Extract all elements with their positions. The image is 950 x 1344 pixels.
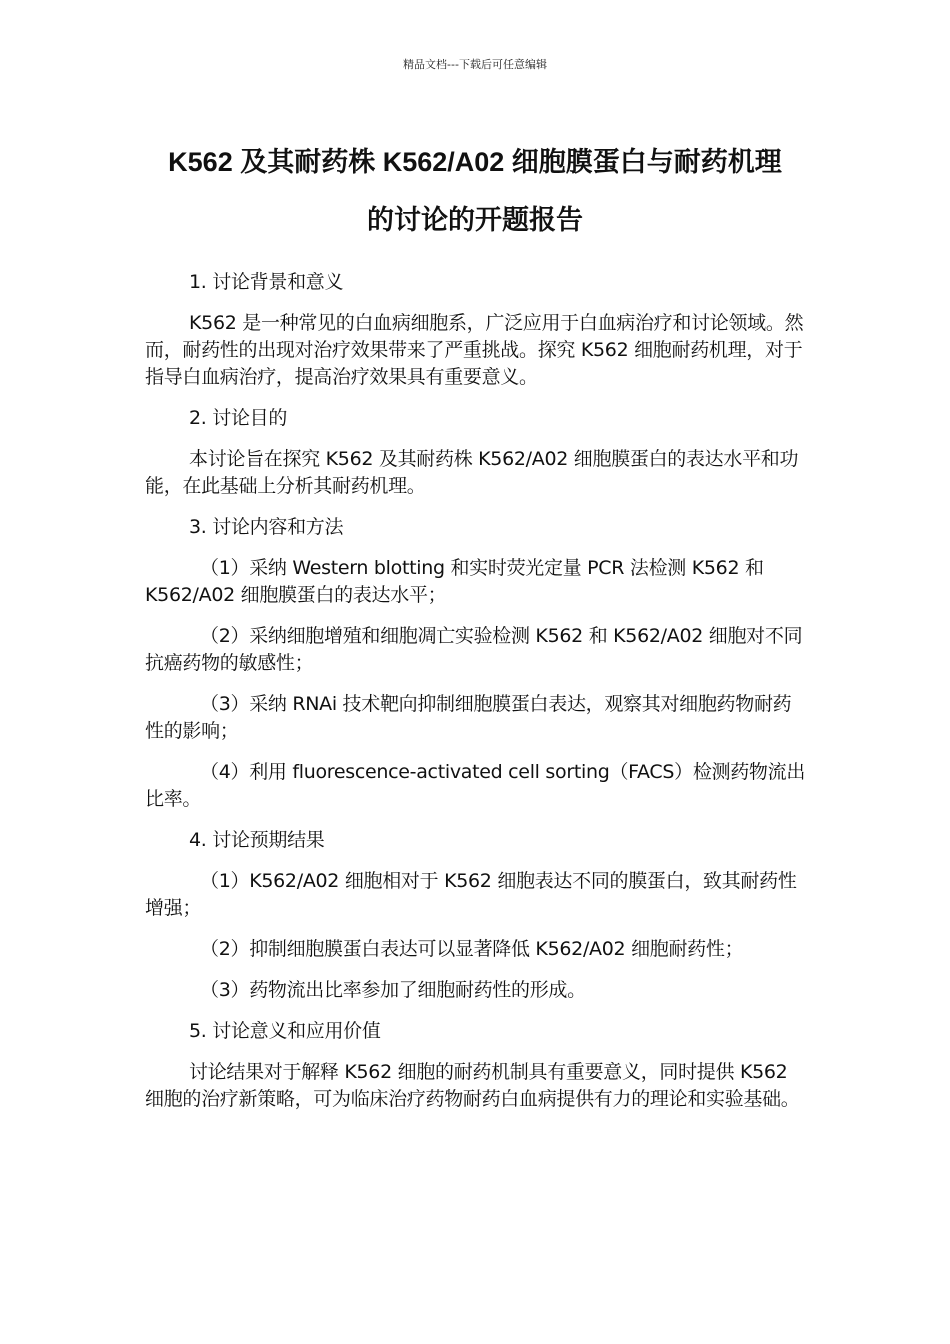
section-4-item-2: （2）抑制细胞膜蛋白表达可以显著降低 K562/A02 细胞耐药性； bbox=[200, 938, 744, 960]
section-4-item-3: （3）药物流出比率参加了细胞耐药性的形成。 bbox=[200, 979, 586, 1001]
section-4-heading: 4. 讨论预期结果 bbox=[189, 829, 325, 851]
section-2-paragraph: 本讨论旨在探究 K562 及其耐药株 K562/A02 细胞膜蛋白的表达水平和功能，在此基础上分析其耐药机理。 bbox=[145, 448, 799, 497]
section-3-heading: 3. 讨论内容和方法 bbox=[189, 516, 344, 538]
section-5-heading: 5. 讨论意义和应用价值 bbox=[189, 1020, 381, 1042]
section-1-paragraph: K562 是一种常见的白血病细胞系，广泛应用于白血病治疗和讨论领域。然而，耐药性的出现对治疗效果带来了严重挑战。探究 K562 细胞耐药机理，对于指导白血病治疗，提高治疗效果具有重要意义。 bbox=[145, 312, 804, 388]
header-note: 精品文档---下载后可任意编辑 bbox=[403, 58, 547, 71]
document-body bbox=[145, 269, 809, 1127]
section-2-heading: 2. 讨论目的 bbox=[189, 407, 288, 429]
section-5-paragraph: 讨论结果对于解释 K562 细胞的耐药机制具有重要意义，同时提供 K562 细胞的治疗新策略，可为临床治疗药物耐药白血病提供有力的理论和实验基础。 bbox=[145, 1061, 800, 1110]
section-3-item-3: （3）采纳 RNAi 技术靶向抑制细胞膜蛋白表达，观察其对细胞药物耐药性的影响； bbox=[145, 693, 792, 742]
section-3-item-4: （4）利用 fluorescence-activated cell sorting（FACS）检测药物流出比率。 bbox=[145, 761, 806, 810]
title-line-1: K562 及其耐药株 K562/A02 细胞膜蛋白与耐药机理 bbox=[168, 147, 782, 177]
section-4-item-1: （1）K562/A02 细胞相对于 K562 细胞表达不同的膜蛋白，致其耐药性增强； bbox=[145, 870, 797, 919]
section-3-item-2: （2）采纳细胞增殖和细胞凋亡实验检测 K562 和 K562/A02 细胞对不同抗癌药物的敏感性； bbox=[145, 625, 803, 674]
title-line-2: 的讨论的开题报告 bbox=[367, 205, 583, 235]
section-3-item-1: （1）采纳 Western blotting 和实时荧光定量 PCR 法检测 K562 和 K562/A02 细胞膜蛋白的表达水平； bbox=[145, 557, 764, 606]
section-1-heading: 1. 讨论背景和意义 bbox=[189, 271, 344, 293]
document-title bbox=[120, 133, 830, 249]
